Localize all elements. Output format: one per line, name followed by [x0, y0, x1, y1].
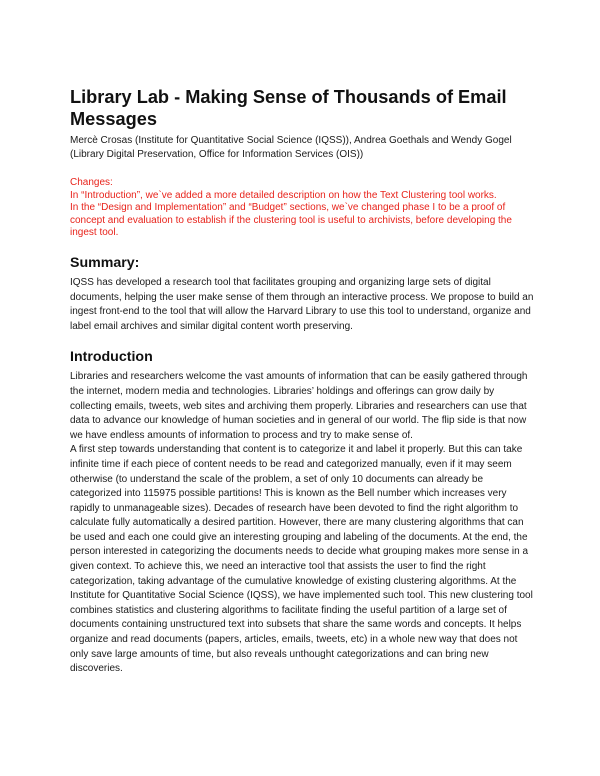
changes-item: In the “Design and Implementation” and “Budget” sections, we`ve changed phase I to be a proof of concept and evaluation to establish if the clustering tool is useful to archivists, before developing the ingest tool. [70, 202, 512, 239]
changes-heading: Changes: [70, 177, 113, 188]
summary-section [70, 255, 536, 334]
authors-line: Mercè Crosas (Institute for Quantitative Social Science (IQSS)), Andrea Goethals and Wendy Gogel (Library Digital Preservation, Office for Information Services (OIS)) [70, 135, 512, 160]
summary-heading: Summary: [70, 254, 140, 271]
introduction-heading: Introduction [70, 349, 153, 366]
summary-text: IQSS has developed a research tool that facilitates grouping and organizing large sets of digital documents, helping the user make sense of them through an interactive process. We propose to build an ingest front-end to the tool that will allow the Harvard Library to use this tool to understand, organize and label email archives and similar digital content worth preserving. [70, 276, 534, 332]
changes-item: In “Introduction”, we`ve added a more detailed description on how the Text Clustering tool works. [70, 189, 497, 201]
introduction-section [70, 349, 536, 676]
document-title: Library Lab - Making Sense of Thousands of Email Messages [70, 87, 507, 129]
document-page [70, 86, 536, 692]
introduction-paragraph: Libraries and researchers welcome the vast amounts of information that can be easily gathered through the internet, modern media and technologies. Libraries’ holdings and offerings can grow daily by collecting emails, tweets, web sites and archiving them properly. Libraries and researchers can use that data to advance our knowledge of human societies and in general of our world. The flip side is that now we have endless amounts of information to process and try to make sense of. [70, 371, 528, 441]
introduction-paragraph: A first step towards understanding that content is to categorize it and label it properly. But this can take infinite time if each piece of content needs to be read and categorized manually, even if it may seem otherwise (to understand the scale of the problem, a set of only 10 documents can already be categorized into 115975 possible partitions! This is known as the Bell number which increases very rapidly to unmanageable sizes). Decades of research have been devoted to find the right algorithm to calculate fully automatically a desired partition. However, there are many clustering algorithms that can be used and each one could give an interesting grouping and labeling of the documents. At the end, the person interested in categorizing the documents needs to decide what grouping makes more sense in a given context. To achieve this, we need an interactive tool that assists the user to find the right categorization, taking advantage of the cumulative knowledge of existing clustering algorithms. At the Institute for Quantitative Social Science (IQSS), we have implemented such tool. This new clustering tool combines statistics and clustering algorithms to facilitate finding the useful partition of a large set of documents containing unstructured text into subsets that share the same words and concepts. It helps organize and read documents (papers, articles, emails, tweets, etc) in a whole new way that does not only save large amounts of time, but also reveals unthought categorizations and can bring new discoveries. [70, 444, 533, 675]
changes-block [70, 177, 536, 240]
